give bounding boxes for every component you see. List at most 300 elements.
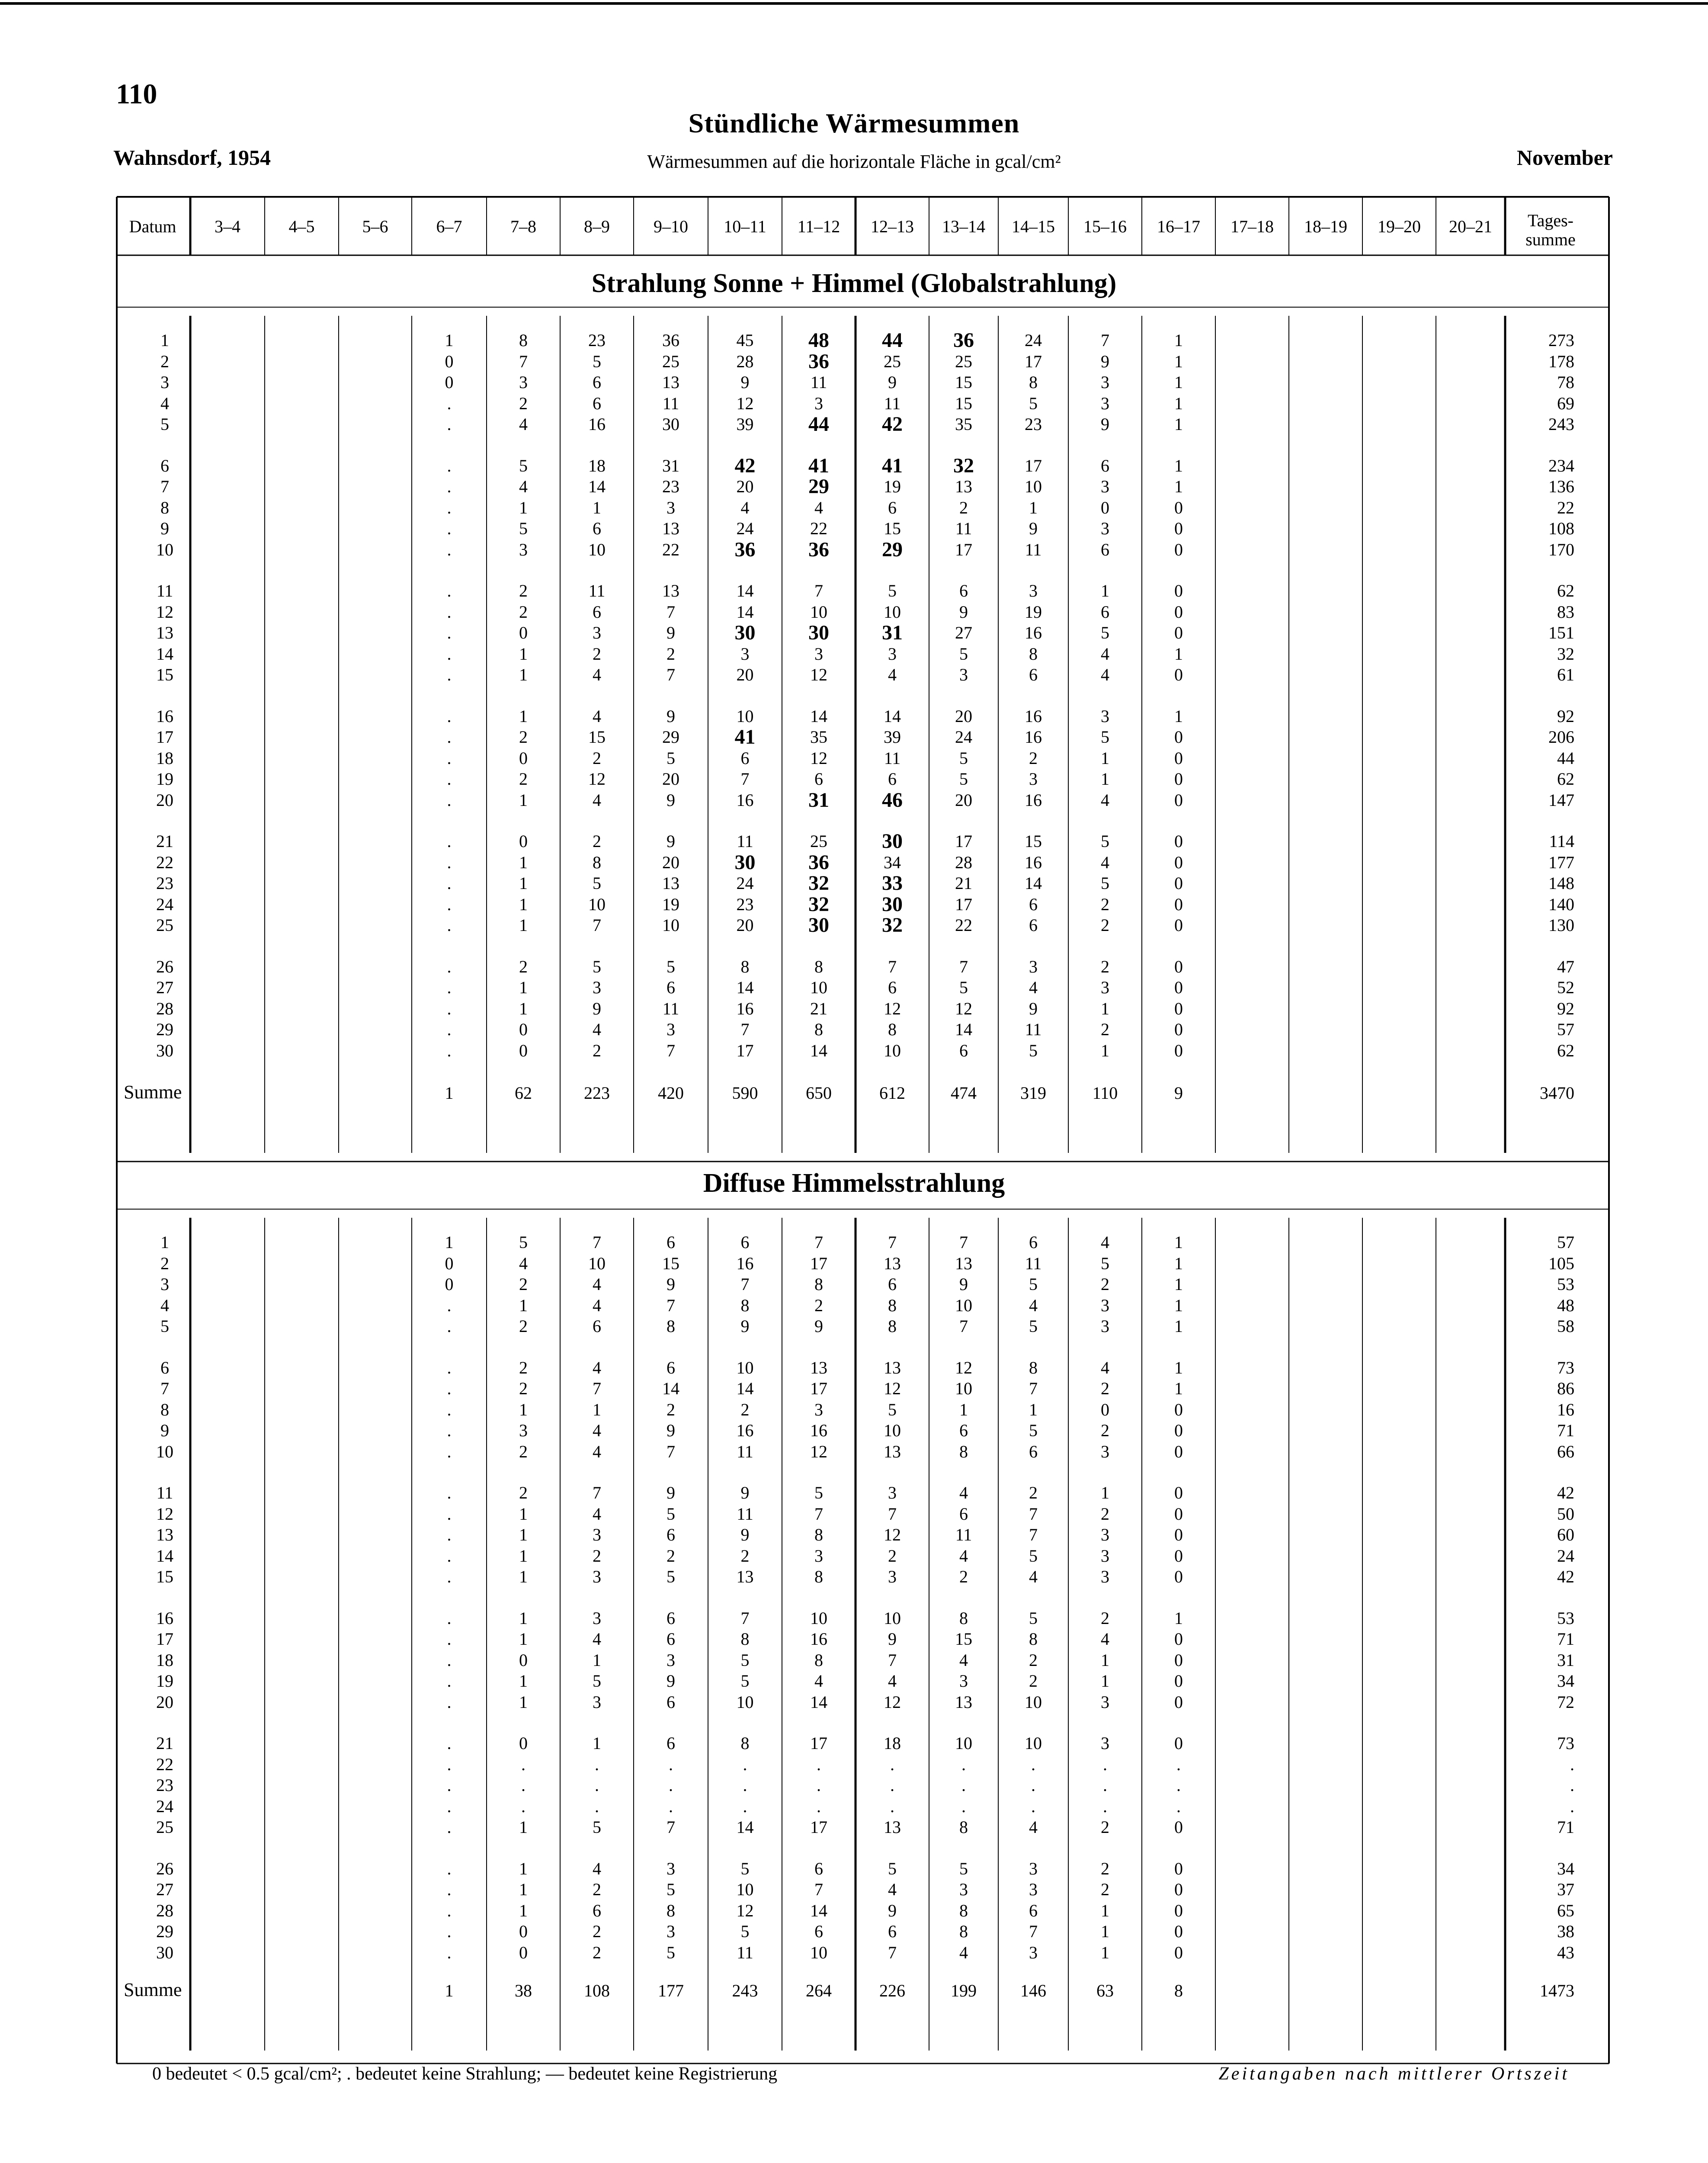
table-cell: 11 (588, 581, 606, 600)
table-cell: . (447, 1316, 452, 1336)
table-cell: 8 (667, 1900, 675, 1920)
table-cell: 0 (1174, 894, 1183, 914)
table-cell: . (1103, 1775, 1107, 1795)
row-daily-total: 34 (1557, 1671, 1574, 1691)
table-cell: 12 (588, 769, 606, 789)
table-cell: 13 (662, 873, 679, 893)
table-cell: 4 (593, 1020, 601, 1039)
row-date: 24 (156, 894, 173, 914)
table-cell: 5 (959, 769, 968, 789)
table-cell: . (1031, 1775, 1035, 1795)
row-date: 17 (156, 1629, 173, 1649)
table-cell: 8 (888, 1316, 897, 1336)
table-cell: 30 (734, 621, 756, 644)
table-cell: . (447, 1650, 452, 1670)
table-cell: 2 (1101, 894, 1109, 914)
summe-cell: 1 (445, 1981, 454, 2000)
table-cell: 1 (519, 644, 528, 664)
row-daily-total: 57 (1557, 1020, 1574, 1039)
table-cell: 7 (959, 1232, 968, 1252)
table-cell: 5 (959, 978, 968, 997)
table-cell: 3 (888, 644, 897, 664)
table-cell: 42 (734, 454, 756, 477)
table-cell: 1 (593, 1399, 601, 1419)
table-cell: 0 (445, 351, 454, 371)
table-cell: 18 (588, 456, 606, 475)
table-cell: 1 (519, 1399, 528, 1419)
row-daily-total: 92 (1557, 706, 1574, 726)
table-cell: . (890, 1796, 894, 1816)
row-daily-total: 151 (1548, 623, 1574, 642)
table-cell: 7 (740, 769, 750, 789)
row-date: 10 (156, 1441, 173, 1461)
table-cell: 17 (810, 1733, 827, 1753)
table-cell: 15 (588, 727, 606, 747)
table-cell: 45 (736, 331, 754, 350)
row-daily-total: 83 (1557, 602, 1574, 622)
table-cell: 5 (1101, 873, 1109, 893)
table-cell: 9 (667, 790, 675, 810)
row-daily-total: 47 (1557, 956, 1574, 976)
row-date: 16 (156, 706, 173, 726)
table-cell: 1 (1174, 1253, 1183, 1273)
table-cell: . (1176, 1796, 1181, 1816)
table-cell: 0 (1174, 1692, 1183, 1712)
table-cell: 2 (519, 602, 528, 622)
table-cell: 2 (1029, 1483, 1038, 1502)
table-cell: 7 (667, 1040, 675, 1060)
table-cell: 11 (737, 1441, 753, 1461)
table-cell: 3 (888, 1483, 897, 1502)
table-cell: 23 (1025, 414, 1042, 434)
row-date: 21 (156, 831, 173, 851)
table-cell: 10 (736, 1692, 754, 1712)
table-cell: 0 (1174, 1567, 1183, 1586)
table-cell: 20 (662, 769, 679, 789)
table-cell: 4 (1101, 1629, 1109, 1649)
row-date: 17 (156, 727, 173, 747)
table-cell: 9 (888, 1900, 897, 1920)
table-cell: 2 (593, 644, 601, 664)
table-cell: 16 (1025, 790, 1042, 810)
table-cell: 11 (737, 1504, 753, 1524)
row-daily-total: 61 (1557, 665, 1574, 684)
row-date: 14 (156, 1546, 173, 1566)
table-cell: 7 (888, 1650, 897, 1670)
row-daily-total: 37 (1557, 1880, 1574, 1899)
table-cell: 44 (882, 329, 903, 352)
table-cell: 14 (588, 477, 606, 496)
table-cell: 7 (888, 956, 897, 976)
table-cell: 13 (884, 1441, 901, 1461)
table-cell: 0 (1174, 623, 1183, 642)
table-cell: 6 (1029, 915, 1038, 935)
table-cell: 3 (1029, 1880, 1038, 1899)
table-cell: 6 (959, 581, 968, 600)
table-cell: 6 (888, 497, 897, 517)
column-header: 16–17 (1157, 217, 1200, 236)
table-cell: 12 (884, 998, 901, 1018)
table-cell: 13 (955, 1253, 972, 1273)
table-cell: 2 (1101, 1274, 1109, 1294)
row-date: 28 (156, 1900, 173, 1920)
table-cell: . (1176, 1775, 1181, 1795)
table-cell: . (961, 1754, 966, 1774)
table-cell: 11 (662, 393, 679, 413)
table-cell: 3 (1101, 372, 1109, 392)
table-cell: . (743, 1775, 747, 1795)
summe-total: 1473 (1540, 1981, 1574, 2000)
row-date: 28 (156, 998, 173, 1018)
table-cell: 0 (1101, 497, 1109, 517)
table-cell: 0 (1174, 539, 1183, 559)
table-cell: 4 (593, 1357, 601, 1377)
column-header: 7–8 (510, 217, 536, 236)
table-cell: 7 (959, 1316, 968, 1336)
table-cell: 1 (519, 1692, 528, 1712)
table-cell: . (447, 1441, 452, 1461)
table-cell: 6 (593, 1316, 601, 1336)
column-header: 15–16 (1083, 217, 1127, 236)
table-cell: 7 (667, 665, 675, 684)
row-date: 16 (156, 1608, 173, 1628)
table-cell: 4 (888, 665, 897, 684)
table-cell: 14 (955, 1020, 972, 1039)
row-date: 13 (156, 623, 173, 642)
table-cell: 2 (959, 1567, 968, 1586)
table-cell: 7 (1029, 1525, 1038, 1544)
table-cell: 5 (667, 1942, 675, 1962)
table-cell: 1 (1101, 1900, 1109, 1920)
table-cell: 24 (736, 519, 754, 538)
row-daily-total: 53 (1557, 1274, 1574, 1294)
table-cell: 8 (814, 1650, 823, 1670)
table-cell: 10 (955, 1295, 972, 1315)
table-cell: 3 (1101, 1692, 1109, 1712)
row-daily-total: 140 (1548, 894, 1574, 914)
table-cell: 16 (810, 1629, 827, 1649)
table-cell: 5 (959, 748, 968, 768)
table-cell: 0 (1174, 1020, 1183, 1039)
table-cell: 3 (667, 497, 675, 517)
table-cell: 10 (662, 915, 679, 935)
table-cell: 8 (959, 1922, 968, 1941)
table-cell: . (447, 1900, 452, 1920)
table-cell: 5 (667, 956, 675, 976)
table-cell: 12 (884, 1525, 901, 1544)
table-cell: 11 (955, 1525, 972, 1544)
row-date: 5 (160, 1316, 169, 1336)
table-cell: 2 (667, 1399, 675, 1419)
table-cell: 4 (959, 1483, 968, 1502)
table-cell: 1 (1101, 748, 1109, 768)
column-header: 5–6 (362, 217, 388, 236)
table-cell: 0 (1174, 748, 1183, 768)
table-cell: 6 (888, 1274, 897, 1294)
table-cell: 12 (884, 1379, 901, 1398)
table-cell: 3 (519, 539, 528, 559)
table-cell: 16 (736, 790, 754, 810)
table-cell: 6 (667, 1629, 675, 1649)
table-cell: 3 (593, 623, 601, 642)
table-cell: 1 (519, 706, 528, 726)
table-cell: 13 (736, 1567, 754, 1586)
row-date: 3 (160, 1274, 169, 1294)
row-date: 27 (156, 978, 173, 997)
table-cell: 3 (1101, 1316, 1109, 1336)
table-cell: 10 (955, 1379, 972, 1398)
table-cell: 0 (1174, 1817, 1183, 1837)
table-cell: 19 (662, 894, 679, 914)
table-cell: 14 (1025, 873, 1042, 893)
table-cell: 12 (736, 1900, 754, 1920)
table-cell: 5 (667, 1567, 675, 1586)
table-cell: 7 (593, 915, 601, 935)
table-cell: 2 (593, 1546, 601, 1566)
table-cell: 1 (519, 1880, 528, 1899)
table-cell: . (447, 623, 452, 642)
row-daily-total: 130 (1548, 915, 1574, 935)
table-cell: . (447, 1629, 452, 1649)
table-cell: 9 (740, 1483, 750, 1502)
table-cell: 8 (814, 1020, 823, 1039)
table-cell: 15 (884, 519, 901, 538)
row-daily-total: 43 (1557, 1942, 1574, 1962)
table-cell: 3 (814, 644, 823, 664)
table-cell: 2 (888, 1546, 897, 1566)
table-cell: 6 (1029, 1232, 1038, 1252)
table-cell: 0 (1174, 497, 1183, 517)
table-cell: 2 (593, 831, 601, 851)
table-cell: 5 (593, 1671, 601, 1691)
table-cell: 0 (445, 1274, 454, 1294)
table-cell: 5 (888, 581, 897, 600)
table-cell: 10 (810, 978, 827, 997)
table-cell: . (817, 1796, 821, 1816)
table-cell: 23 (736, 894, 754, 914)
row-date: 7 (160, 477, 169, 496)
table-cell: 8 (888, 1020, 897, 1039)
row-daily-total: 53 (1557, 1608, 1574, 1628)
table-cell: 13 (884, 1817, 901, 1837)
table-cell: 23 (662, 477, 679, 496)
table-cell: 4 (1029, 1817, 1038, 1837)
table-cell: 3 (1101, 1295, 1109, 1315)
table-cell: 1 (519, 1900, 528, 1920)
table-cell: 10 (736, 706, 754, 726)
table-cell: 5 (959, 644, 968, 664)
table-cell: 36 (808, 538, 829, 561)
table-cell: 2 (593, 1040, 601, 1060)
table-cell: 25 (662, 351, 679, 371)
table-cell: 3 (1101, 1733, 1109, 1753)
table-cell: 30 (734, 850, 756, 874)
table-cell: . (447, 894, 452, 914)
table-cell: 0 (1174, 1733, 1183, 1753)
row-date: 22 (156, 852, 173, 872)
table-cell: 1 (1174, 414, 1183, 434)
row-daily-total: 24 (1557, 1546, 1574, 1566)
table-cell: 29 (808, 475, 829, 498)
table-cell: 0 (1101, 1399, 1109, 1419)
table-cell: . (447, 1733, 452, 1753)
table-cell: 6 (593, 602, 601, 622)
table-cell: 3 (593, 1608, 601, 1628)
section-title: Strahlung Sonne + Himmel (Globalstrahlung) (591, 269, 1117, 298)
row-daily-total: 86 (1557, 1379, 1574, 1398)
table-cell: 0 (1174, 602, 1183, 622)
table-cell: 4 (1101, 644, 1109, 664)
row-daily-total: 42 (1557, 1483, 1574, 1502)
table-cell: 16 (736, 1421, 754, 1440)
row-daily-total: 147 (1548, 790, 1574, 810)
table-cell: 4 (740, 497, 750, 517)
table-cell: 7 (888, 1232, 897, 1252)
table-cell: 3 (1101, 1567, 1109, 1586)
table-cell: 1 (593, 497, 601, 517)
table-cell: 32 (953, 454, 974, 477)
summe-cell: 62 (515, 1083, 532, 1103)
table-cell: 1 (519, 915, 528, 935)
table-cell: 1 (1101, 1483, 1109, 1502)
table-cell: 3 (1029, 1942, 1038, 1962)
column-header: Datum (129, 217, 176, 236)
table-cell: 0 (1174, 519, 1183, 538)
table-cell: 2 (519, 727, 528, 747)
table-cell: 8 (519, 331, 528, 350)
table-cell: 16 (736, 1253, 754, 1273)
table-cell: 2 (593, 1922, 601, 1941)
table-cell: 36 (808, 350, 829, 373)
table-cell: . (447, 1546, 452, 1566)
row-daily-total: 71 (1557, 1421, 1574, 1440)
table-cell: 9 (888, 372, 897, 392)
table-cell: 20 (955, 706, 972, 726)
table-cell: . (817, 1754, 821, 1774)
table-cell: 4 (593, 1421, 601, 1440)
table-cell: 17 (955, 831, 972, 851)
table-cell: 1 (519, 978, 528, 997)
table-cell: 4 (1101, 665, 1109, 684)
table-cell: 5 (740, 1858, 750, 1878)
table-cell: 7 (593, 1379, 601, 1398)
table-cell: . (1031, 1796, 1035, 1816)
table-cell: 1 (519, 790, 528, 810)
table-cell: 9 (593, 998, 601, 1018)
table-cell: 0 (1174, 1483, 1183, 1502)
table-cell: . (447, 1692, 452, 1712)
table-cell: 8 (814, 1525, 823, 1544)
table-cell: 1 (1101, 1040, 1109, 1060)
summe-cell: 243 (732, 1981, 758, 2000)
table-cell: . (447, 1754, 452, 1774)
table-cell: 5 (1029, 1608, 1038, 1628)
table-cell: 5 (1029, 1040, 1038, 1060)
row-date: 11 (156, 1483, 173, 1502)
row-date: 20 (156, 1692, 173, 1712)
summe-cell: 146 (1020, 1981, 1046, 2000)
table-cell: 6 (593, 519, 601, 538)
column-header: 18–19 (1304, 217, 1347, 236)
table-cell: 7 (814, 1232, 823, 1252)
table-cell: 0 (1174, 1629, 1183, 1649)
table-cell: 17 (810, 1817, 827, 1837)
summe-cell: 264 (806, 1981, 832, 2000)
table-cell: 2 (1101, 1504, 1109, 1524)
footer-time-note: Zeitangaben nach mittlerer Ortszeit (1218, 2064, 1570, 2084)
row-date: 29 (156, 1020, 173, 1039)
table-cell: . (447, 831, 452, 851)
table-cell: 8 (740, 956, 750, 976)
table-cell: 35 (810, 727, 827, 747)
table-cell: 4 (1101, 1232, 1109, 1252)
row-date: 5 (160, 414, 169, 434)
table-cell: 3 (667, 1650, 675, 1670)
table-cell: 16 (1025, 623, 1042, 642)
table-cell: 20 (736, 915, 754, 935)
table-cell: . (447, 1922, 452, 1941)
table-cell: 5 (593, 956, 601, 976)
table-cell: . (447, 1020, 452, 1039)
table-cell: 7 (593, 1483, 601, 1502)
table-cell: 1 (519, 1295, 528, 1315)
table-cell: . (961, 1775, 966, 1795)
page-title: Stündliche Wärmesummen (688, 108, 1020, 138)
row-daily-total: 32 (1557, 644, 1574, 664)
table-cell: 8 (667, 1316, 675, 1336)
table-cell: 7 (667, 1295, 675, 1315)
table-cell: 28 (736, 351, 754, 371)
row-date: 24 (156, 1796, 173, 1816)
table-cell: 10 (1025, 477, 1042, 496)
table-cell: 5 (593, 1817, 601, 1837)
table-cell: . (1176, 1754, 1181, 1774)
table-cell: 0 (519, 1922, 528, 1941)
table-cell: 2 (814, 1295, 823, 1315)
row-date: 22 (156, 1754, 173, 1774)
table-cell: 0 (1174, 1922, 1183, 1941)
table-cell: 2 (1101, 1421, 1109, 1440)
row-daily-total: 22 (1557, 497, 1574, 517)
table-cell: 22 (810, 519, 827, 538)
table-cell: 8 (1029, 1629, 1038, 1649)
table-cell: 6 (1029, 1441, 1038, 1461)
table-cell: 1 (593, 1733, 601, 1753)
table-cell: 29 (662, 727, 679, 747)
table-cell: 0 (1174, 1040, 1183, 1060)
table-cell: 10 (810, 1942, 827, 1962)
row-date: 19 (156, 1671, 173, 1691)
table-cell: 14 (662, 1379, 679, 1398)
row-date: 14 (156, 644, 173, 664)
table-cell: 10 (884, 1608, 901, 1628)
table-cell: . (447, 790, 452, 810)
table-cell: 8 (959, 1900, 968, 1920)
table-cell: . (1103, 1796, 1107, 1816)
column-header: 11–12 (797, 217, 840, 236)
row-date: 4 (160, 393, 169, 413)
table-cell: 10 (955, 1733, 972, 1753)
table-cell: 4 (959, 1650, 968, 1670)
table-cell: 1 (1101, 1942, 1109, 1962)
table-cell: 13 (662, 519, 679, 538)
column-header: 19–20 (1378, 217, 1421, 236)
table-cell: . (817, 1775, 821, 1795)
table-cell: 15 (955, 393, 972, 413)
table-cell: 10 (588, 1253, 606, 1273)
table-cell: 1 (519, 1546, 528, 1566)
table-cell: 0 (1174, 1399, 1183, 1419)
